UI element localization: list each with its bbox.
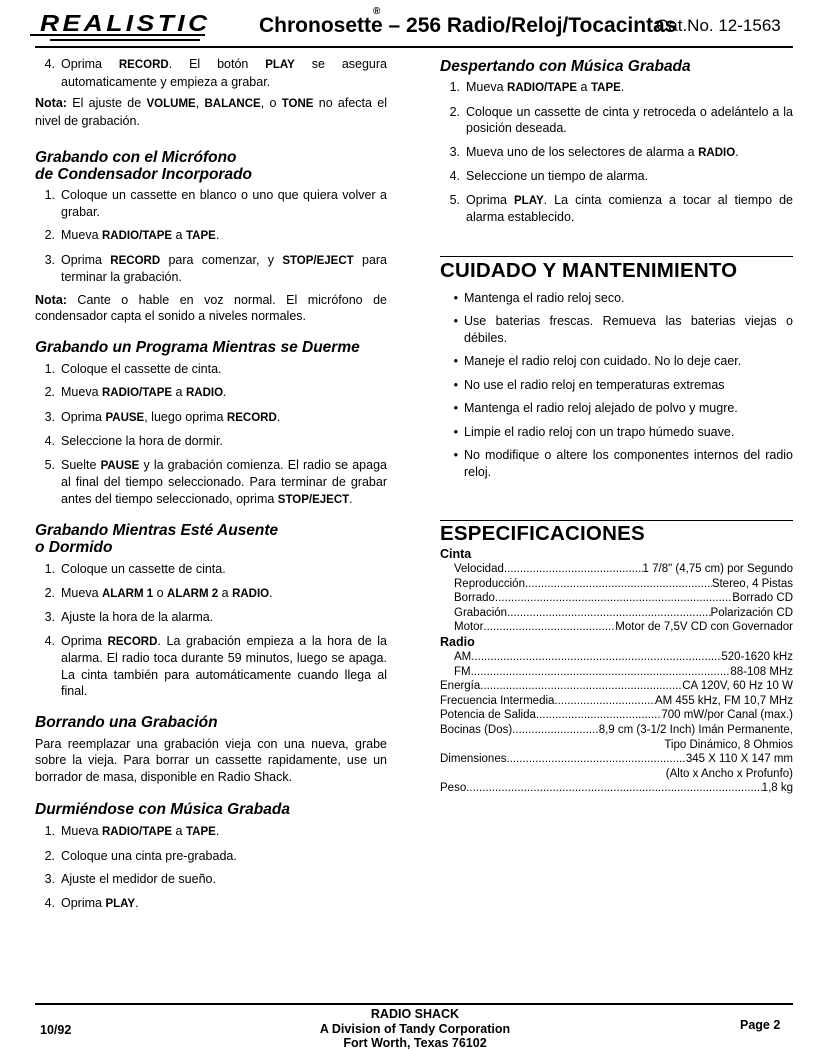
note — [35, 95, 387, 129]
step-number: 1. — [44, 824, 55, 838]
control-keyword: PAUSE — [100, 459, 140, 472]
note — [35, 292, 387, 325]
control-keyword: RECORD — [107, 635, 158, 648]
note-text: Cante o hable en voz normal. El micrófono de condensador capta el sonido a niveles normales. — [35, 292, 387, 323]
dot-leader — [504, 562, 643, 577]
section-heading-line: Grabando con el Micrófono — [35, 149, 237, 166]
dot-leader — [483, 620, 615, 635]
dot-leader — [471, 650, 721, 665]
step-item — [35, 252, 387, 286]
spec-row — [440, 665, 793, 680]
step-text: Oprima RECORD. La grabación empieza a la hora de la alarma. El radio toca durante 59 minutos, luego se apaga. La cinta también para automáticamente cuando llega al final. — [61, 633, 388, 698]
publisher-line: RADIO SHACK — [370, 1007, 460, 1021]
step-number: 4. — [44, 633, 55, 648]
spec-value-continued: Tipo Dinámico, 8 Ohmios — [664, 738, 793, 751]
control-keyword: ALARM 2 — [167, 587, 219, 600]
logo-underline-2 — [50, 39, 200, 41]
dot-leader — [466, 781, 761, 796]
spec-group — [440, 650, 793, 679]
spec-value: 520-1620 kHz — [721, 650, 793, 663]
step-item — [35, 433, 387, 450]
bullet-item — [440, 424, 793, 441]
spec-value: 700 mW/por Canal (max.) — [661, 709, 793, 722]
control-keyword: VOLUME — [146, 98, 196, 110]
step-text: Coloque el cassette de cinta. — [61, 361, 222, 376]
control-keyword: RECORD — [110, 254, 161, 267]
control-keyword: RADIO/TAPE — [507, 82, 578, 94]
section-heading — [35, 522, 387, 556]
dot-leader — [554, 694, 655, 709]
spec-row — [440, 577, 793, 592]
step-text: Mueva RADIO/TAPE a TAPE. — [61, 824, 220, 838]
spec-row — [440, 781, 793, 796]
step-number: 3. — [44, 409, 55, 424]
spec-row — [440, 679, 793, 694]
bullet-item — [440, 447, 793, 480]
section-rule — [440, 256, 793, 257]
dot-leader — [480, 679, 682, 694]
left-column — [35, 56, 387, 912]
step-item — [35, 409, 387, 427]
spec-value-continued: (Alto x Ancho x Profunfo) — [665, 767, 793, 780]
step-text: Mueva ALARM 1 o ALARM 2 a RADIO. — [61, 585, 273, 600]
step-text: Coloque una cinta pre-grabada. — [61, 848, 237, 863]
spec-row — [440, 591, 793, 606]
bullet-text: Mantenga el radio reloj seco. — [464, 290, 625, 305]
bullet-text: Mantenga el radio reloj alejado de polvo y mugre. — [464, 401, 738, 415]
step-number: 3. — [44, 610, 55, 624]
spec-label: Borrado — [454, 592, 495, 605]
bullet-mark: • — [453, 354, 458, 368]
spec-label: Velocidad — [454, 563, 504, 575]
bullet-mark: • — [453, 377, 458, 392]
step-number: 4. — [44, 895, 55, 910]
step-text: Mueva uno de los selectores de alarma a RADIO. — [466, 144, 739, 159]
note-text: El ajuste de VOLUME, BALANCE, o TONE no afecta el nivel de grabación. — [35, 96, 387, 128]
bullet-text: Use baterias frescas. Remueva las baterias viejas o débiles. — [464, 314, 793, 345]
bullet-mark: • — [453, 401, 458, 415]
spec-label: Bocinas (Dos) — [440, 723, 513, 736]
step-item — [440, 104, 793, 137]
spec-value: 1 7/8" (4,75 cm) por Segundo — [642, 563, 793, 575]
bullet-item — [440, 400, 793, 417]
step-text: Mueva RADIO/TAPE a RADIO. — [61, 385, 227, 399]
spec-value: 345 X 110 X 147 mm — [685, 753, 793, 766]
section-heading: Grabando un Programa Mientras se Duerme — [35, 338, 360, 356]
step-text: Seleccione un tiempo de alarma. — [466, 169, 649, 183]
section-heading: Durmiéndose con Música Grabada — [35, 801, 290, 818]
spec-value: 8,9 cm (3-1/2 Inch) Imán Permanente, — [598, 723, 793, 736]
step-item — [35, 609, 387, 626]
control-keyword: RADIO/TAPE — [102, 387, 173, 399]
step-number: 1. — [44, 188, 55, 202]
dot-leader — [525, 577, 712, 592]
step-list — [35, 187, 387, 286]
step-item — [35, 633, 387, 700]
step-text: Coloque un cassette en blanco o uno que quiera volver a grabar. — [61, 188, 387, 219]
publisher-line: A Division of Tandy Corporation — [319, 1021, 511, 1036]
control-keyword: PLAY — [514, 194, 544, 207]
step-number: 4. — [449, 169, 460, 183]
step-number: 1. — [44, 361, 55, 376]
publisher-line: Fort Worth, Texas 76102 — [343, 1036, 487, 1050]
control-keyword: RADIO — [185, 387, 224, 399]
bullet-item — [440, 290, 793, 307]
section-heading-line: de Condensador Incorporado — [35, 166, 253, 183]
spec-group — [440, 679, 793, 796]
step-list — [35, 823, 387, 912]
spec-value: Polarización CD — [710, 606, 793, 619]
bullet-text: Limpie el radio reloj con un trapo húmedo suave. — [464, 424, 735, 439]
spec-value: CA 120V, 60 Hz 10 W — [682, 680, 793, 693]
step-number: 2. — [44, 385, 55, 399]
step-item — [35, 384, 387, 402]
step-item: 4. Oprima RECORD. El botón PLAY se asegura automaticamente y empieza a grabar. — [44, 57, 387, 89]
step-item — [35, 848, 387, 865]
specs-table — [440, 547, 793, 796]
step-text: Oprima PAUSE, luego oprima RECORD. — [61, 409, 281, 424]
step-number: 3. — [44, 872, 55, 886]
section-heading: Despertando con Música Grabada — [440, 58, 691, 75]
spec-label: Energía — [440, 680, 481, 693]
bullet-mark: • — [453, 448, 458, 462]
registered-mark: ® — [373, 6, 381, 17]
step-item — [440, 79, 793, 97]
control-keyword: ALARM 1 — [102, 587, 154, 600]
spec-row — [440, 752, 793, 767]
control-keyword: PLAY — [105, 897, 136, 910]
step-item — [440, 168, 793, 185]
spec-row — [440, 694, 793, 709]
bullet-mark: • — [453, 424, 458, 439]
bullet-item — [440, 313, 793, 346]
control-keyword: RECORD — [226, 411, 277, 424]
footer-publisher — [290, 1007, 540, 1051]
dot-leader — [471, 665, 731, 680]
bullet-mark: • — [453, 290, 458, 305]
control-keyword: BALANCE — [204, 98, 261, 110]
spec-row — [440, 723, 793, 738]
step-item — [35, 227, 387, 245]
section-heading-line: o Dormido — [35, 539, 113, 556]
step-number: 2. — [44, 585, 55, 600]
header-rule — [35, 46, 793, 48]
control-keyword: PAUSE — [105, 411, 145, 424]
spec-label: FM — [454, 665, 471, 678]
dot-leader — [507, 606, 710, 621]
step-number: 1. — [44, 562, 55, 576]
spec-value: 88-108 MHz — [730, 665, 793, 678]
step-number: 2. — [449, 104, 460, 119]
control-keyword: RADIO — [698, 146, 736, 159]
note-label: Nota: — [35, 96, 67, 110]
spec-value: AM 455 kHz, FM 10,7 MHz — [654, 694, 793, 707]
spec-row — [440, 708, 793, 723]
step-number: 2. — [44, 228, 55, 242]
step-item — [35, 585, 387, 603]
control-keyword: TAPE — [185, 230, 216, 242]
control-keyword: STOP/EJECT — [277, 493, 350, 506]
step-text: Ajuste la hora de la alarma. — [61, 610, 214, 624]
dot-leader — [512, 723, 598, 738]
paragraph: Para reemplazar una grabación vieja con una nueva, grabe sobre la vieja. Para borrar un cassette rapidamente, use un borrador de masa, disponible en Radio Shack. — [35, 736, 387, 784]
step-number: 5. — [449, 192, 460, 207]
spec-group — [440, 562, 793, 635]
step-text: Coloque un cassette de cinta y retroceda o adelántelo a la posición deseada. — [466, 104, 793, 135]
step-text: Coloque un cassette de cinta. — [61, 562, 226, 576]
catalog-number: Cat.No. 12-1563 — [656, 16, 781, 35]
step-text: Suelte PAUSE y la grabación comienza. El radio se apaga al final del tiempo seleccionado. Para terminar de grabar antes del tiempo seleccionado, oprima STOP/EJECT. — [61, 457, 387, 506]
step-text: Mueva RADIO/TAPE a TAPE. — [61, 228, 220, 242]
note-label: Nota: — [35, 292, 67, 307]
step-list — [35, 561, 387, 700]
section-heading: ESPECIFICACIONES — [440, 522, 645, 545]
spec-value: 1,8 kg — [761, 782, 793, 795]
spec-row — [440, 562, 793, 577]
control-keyword: TONE — [281, 98, 314, 110]
dot-leader — [495, 591, 732, 606]
step-item — [35, 871, 387, 888]
control-keyword: TAPE — [590, 82, 621, 94]
step-text: Seleccione la hora de dormir. — [61, 434, 223, 448]
step-number: 2. — [44, 848, 55, 863]
spec-row — [440, 606, 793, 621]
bullet-item — [440, 377, 793, 394]
spec-label: Grabación — [454, 606, 508, 619]
right-column — [440, 58, 793, 796]
step-item — [35, 895, 387, 913]
dot-leader — [506, 752, 685, 767]
spec-row — [440, 620, 793, 635]
page-number: Page 2 — [740, 1018, 781, 1032]
bullet-list — [440, 290, 793, 481]
spec-row — [440, 650, 793, 665]
step-item — [35, 561, 387, 578]
footer-rule — [35, 1003, 793, 1005]
spec-value: Borrado CD — [732, 592, 793, 605]
bullet-text: No modifique o altere los componentes internos del radio reloj. — [464, 448, 793, 479]
step-item — [35, 187, 387, 220]
step-item — [35, 823, 387, 841]
logo-underline — [30, 34, 205, 36]
control-keyword: RADIO — [232, 587, 270, 600]
step-text: Mueva RADIO/TAPE a TAPE. — [466, 80, 625, 94]
step-text: Oprima PLAY. — [61, 895, 139, 910]
spec-label: Reproducción — [454, 577, 525, 590]
step-item — [440, 144, 793, 162]
spec-value: Stereo, 4 Pistas — [711, 577, 793, 590]
control-keyword: RECORD — [118, 59, 169, 71]
step-item — [35, 361, 387, 378]
step-number: 3. — [44, 252, 55, 267]
step-list — [440, 79, 793, 226]
control-keyword: RADIO/TAPE — [102, 826, 173, 838]
section-rule — [440, 520, 793, 521]
spec-label: Potencia de Salida — [440, 709, 536, 722]
section-heading — [35, 149, 387, 183]
spec-label: Peso — [440, 782, 467, 795]
section-heading: Borrando una Grabación — [35, 713, 218, 731]
control-keyword: TAPE — [185, 826, 216, 838]
step-number: 3. — [449, 144, 460, 159]
step-item — [440, 192, 793, 226]
dot-leader — [536, 708, 661, 723]
step-text: Oprima PLAY. La cinta comienza a tocar al tiempo de alarma establecido. — [466, 192, 793, 224]
step-item — [35, 457, 387, 509]
section-heading-line: Grabando Mientras Esté Ausente — [35, 522, 279, 539]
step-list — [35, 361, 387, 509]
document-title: Chronosette – 256 Radio/Reloj/Tocacintas — [259, 14, 677, 37]
step-text: Oprima RECORD para comenzar, y STOP/EJECT para terminar la grabación. — [61, 252, 388, 284]
bullet-text: Maneje el radio reloj con cuidado. No lo deje caer. — [464, 354, 742, 368]
step-number: 4. — [44, 434, 55, 448]
step-text: Ajuste el medidor de sueño. — [61, 872, 216, 886]
spec-label: Motor — [454, 621, 484, 634]
spec-category: Radio — [440, 634, 475, 649]
spec-category: Cinta — [440, 547, 472, 561]
page-header — [30, 8, 795, 42]
spec-label: Frecuencia Intermedia — [440, 694, 555, 707]
control-keyword: RADIO/TAPE — [102, 230, 173, 242]
brand-logo: REALISTIC — [40, 10, 211, 36]
step-number: 5. — [44, 457, 55, 472]
spec-label: Dimensiones — [440, 753, 507, 766]
bullet-text: No use el radio reloj en temperaturas extremas — [464, 377, 725, 392]
bullet-mark: • — [453, 314, 458, 328]
step-text: Oprima RECORD. El botón PLAY se asegura automaticamente y empieza a grabar. — [61, 57, 387, 89]
spec-value: Motor de 7,5V CD con Governador — [615, 621, 793, 634]
footer-date: 10/92 — [40, 1023, 72, 1037]
control-keyword: PLAY — [265, 59, 295, 71]
bullet-item — [440, 353, 793, 370]
spec-label: AM — [454, 650, 472, 663]
step-number: 1. — [449, 80, 460, 94]
control-keyword: STOP/EJECT — [282, 254, 354, 267]
section-heading: CUIDADO Y MANTENIMIENTO — [440, 258, 738, 282]
